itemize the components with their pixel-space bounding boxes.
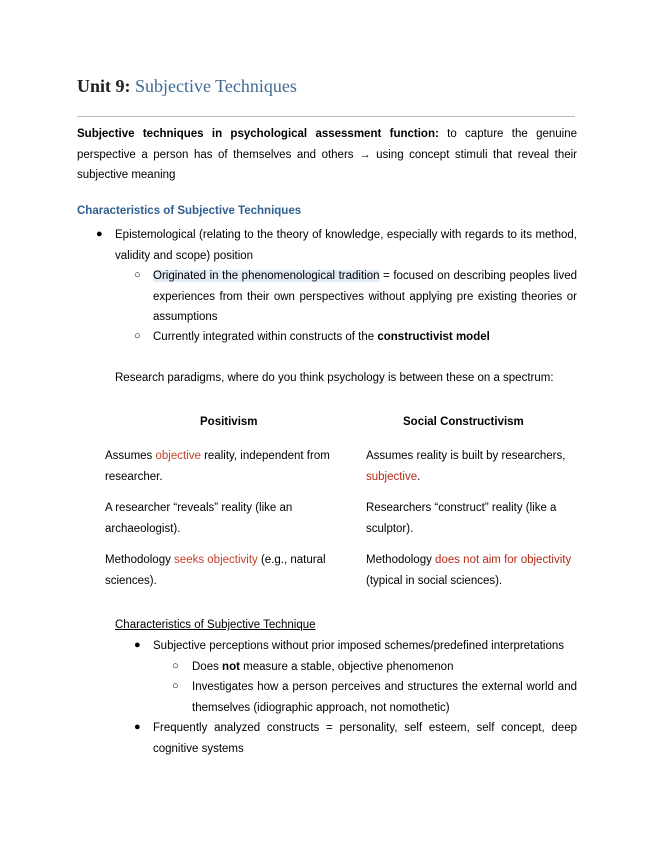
subjective-term: subjective <box>366 470 418 483</box>
constructivism-researcher-cell: Researchers “construct” reality (like a sculptor). <box>366 502 557 535</box>
objective-term: objective <box>155 450 201 462</box>
cell-text: Assumes <box>105 450 156 462</box>
positivism-methodology-cell <box>105 550 345 591</box>
positivism-header: Positivism <box>200 416 258 428</box>
not-stable-sub-bullet <box>192 657 453 678</box>
page-title <box>77 76 297 97</box>
cell-text: (e.g., natural sciences). <box>105 554 326 587</box>
sub-bullet-icon: ○ <box>134 269 141 281</box>
section-heading-characteristics: Characteristics of Subjective Techniques <box>77 205 302 217</box>
unit-number: Unit 9: <box>77 76 131 96</box>
constructs-bullet: Frequently analyzed constructs = personality, self esteem, self concept, deep cognitive systems <box>153 722 577 755</box>
constructivist-sub-bullet <box>153 327 490 348</box>
bullet-icon: ● <box>134 721 141 733</box>
cell-text: reality, independent from researcher. <box>105 450 330 483</box>
bullet-icon: ● <box>96 228 103 240</box>
constructivism-methodology-cell <box>366 550 581 591</box>
not-emphasis: not <box>222 661 240 673</box>
intro-lead: Subjective techniques in psychological assessment function: <box>77 128 439 140</box>
epistemological-bullet: Epistemological (relating to the theory of knowledge, especially with regards to its method, validity and scope) position <box>115 229 577 262</box>
social-constructivism-header: Social Constructivism <box>403 416 524 428</box>
constructivist-model: constructivist model <box>377 331 490 343</box>
phenomenological-sub-bullet <box>153 266 577 328</box>
section-heading-subjective-technique: Characteristics of Subjective Technique <box>115 619 316 631</box>
sub-bullet-icon: ○ <box>172 680 179 692</box>
cell-text: Assumes reality is built by researchers, <box>366 450 566 462</box>
phenomenological-text: = focused on describing peoples lived experiences from their own perspectives without applying pre existing theories or assumptions <box>153 270 577 323</box>
sub-bullet-text: Does <box>192 661 223 673</box>
positivism-researcher-cell: A researcher “reveals” reality (like an archaeologist). <box>105 502 293 535</box>
cell-text: . <box>417 470 421 483</box>
subjective-perceptions-bullet: Subjective perceptions without prior imposed schemes/predefined interpretations <box>153 640 565 652</box>
sub-bullet-icon: ○ <box>134 330 141 342</box>
sub-bullet-icon: ○ <box>172 660 179 672</box>
sub-bullet-text: measure a stable, objective phenomenon <box>239 661 454 673</box>
cell-text: Methodology <box>366 554 436 566</box>
cell-text: Methodology <box>105 554 175 566</box>
constructivism-reality-cell <box>366 446 566 487</box>
intro-text: to capture the genuine perspective a person has of themselves and others → using concept stimuli that reveal their subjective meaning <box>77 128 577 181</box>
cell-text: (typical in social sciences). <box>366 574 503 587</box>
investigates-sub-bullet: Investigates how a person perceives and structures the external world and themselves (idiographic approach, not nomothetic) <box>192 681 577 714</box>
unit-topic: Subjective Techniques <box>135 76 297 96</box>
intro-paragraph <box>77 124 577 186</box>
constructivist-text: Currently integrated within constructs of the <box>153 331 378 343</box>
title-divider <box>77 116 575 117</box>
research-paradigms-text: Research paradigms, where do you think psychology is between these on a spectrum: <box>115 372 554 384</box>
does-not-aim-term: does not aim for objectivity <box>435 554 572 566</box>
positivism-reality-cell <box>105 446 340 487</box>
highlighted-phrase: Originated in the phenomenological tradition <box>153 270 380 282</box>
bullet-icon: ● <box>134 639 141 651</box>
seeks-objectivity-term: seeks objectivity <box>174 554 258 566</box>
